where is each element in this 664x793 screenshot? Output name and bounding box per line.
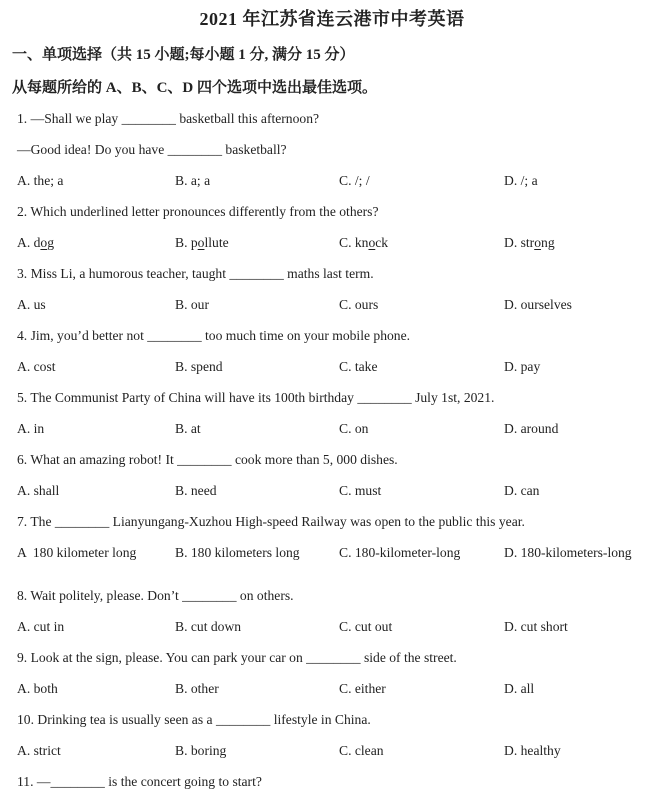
option: A. strict (17, 743, 61, 758)
option: A. shall (17, 483, 60, 498)
question (0, 766, 664, 793)
option: D. pay (504, 359, 541, 374)
option: D. healthy (504, 743, 561, 758)
option: A. dog (17, 235, 55, 250)
question-stem: 7. The ________ Lianyungang-Xuzhou High-speed Railway was open to the public this year. (17, 514, 525, 529)
options-row (0, 165, 664, 196)
option: C. take (339, 359, 378, 374)
option: D. can (504, 483, 540, 498)
question (0, 320, 664, 382)
question-stem: 11. —________ is the concert going to start? (17, 774, 262, 789)
question-stem: 4. Jim, you’d better not ________ too much time on your mobile phone. (17, 328, 411, 343)
options-row (0, 537, 664, 568)
option: B. a; a (175, 173, 211, 188)
question (0, 103, 664, 196)
question-stem: 5. The Communist Party of China will have its 100th birthday ________ July 1st, 2021. (17, 390, 495, 405)
question-stem: 1. —Shall we play ________ basketball this afternoon? (17, 111, 320, 126)
option: B. cut down (175, 619, 242, 634)
option: C. 180-kilometer-long (339, 545, 461, 560)
option: A. the; a (17, 173, 64, 188)
option: B. boring (175, 743, 227, 758)
questions-list (0, 103, 664, 793)
options-row (0, 413, 664, 444)
option: B. our (175, 297, 209, 312)
page-title: 2021 年江苏省连云港市中考英语 (199, 9, 465, 29)
question (0, 444, 664, 506)
option: A. in (17, 421, 45, 436)
option: D. ourselves (504, 297, 572, 312)
question (0, 506, 664, 568)
option: B. pollute (175, 235, 229, 250)
option: C. clean (339, 743, 384, 758)
question-stem: 2. Which underlined letter pronounces differently from the others? (17, 204, 379, 219)
question-stem: 8. Wait politely, please. Don’t ________ on others. (17, 588, 294, 603)
option: D. /; a (504, 173, 538, 188)
option: A. cut in (17, 619, 65, 634)
option: C. cut out (339, 619, 393, 634)
question (0, 382, 664, 444)
options-row (0, 673, 664, 704)
question (0, 196, 664, 258)
option: D. 180-kilometers-long (504, 545, 632, 560)
option: C. knock (339, 235, 389, 250)
question-stem: 3. Miss Li, a humorous teacher, taught ________ maths last term. (17, 266, 374, 281)
option: B. spend (175, 359, 223, 374)
option: B. other (175, 681, 219, 696)
option: D. strong (504, 235, 555, 250)
question (0, 704, 664, 766)
options-row (0, 289, 664, 320)
options-row (0, 475, 664, 506)
question (0, 258, 664, 320)
option: C. either (339, 681, 386, 696)
question-stem: 10. Drinking tea is usually seen as a ________ lifestyle in China. (17, 712, 371, 727)
options-row (0, 351, 664, 382)
option: D. all (504, 681, 535, 696)
option: C. ours (339, 297, 379, 312)
question (0, 642, 664, 704)
options-row (0, 735, 664, 766)
option: A. both (17, 681, 58, 696)
section-heading: 一、单项选择（共 15 小题;每小题 1 分, 满分 15 分） (12, 47, 355, 63)
question-stem: —Good idea! Do you have ________ basketball? (17, 142, 287, 157)
option: A. cost (17, 359, 56, 374)
option: C. /; / (339, 173, 370, 188)
option: A. us (17, 297, 46, 312)
section-instruction: 从每题所给的 A、B、C、D 四个选项中选出最佳选项。 (12, 80, 378, 96)
option: C. must (339, 483, 382, 498)
option: B. at (175, 421, 201, 436)
question-stem: 9. Look at the sign, please. You can park your car on ________ side of the street. (17, 650, 457, 665)
question (0, 580, 664, 642)
option: B. 180 kilometers long (175, 545, 300, 560)
options-row (0, 611, 664, 642)
option: D. cut short (504, 619, 568, 634)
question-stem: 6. What an amazing robot! It ________ cook more than 5, 000 dishes. (17, 452, 398, 467)
options-row (0, 227, 664, 258)
option: C. on (339, 421, 369, 436)
option: D. around (504, 421, 559, 436)
option: B. need (175, 483, 217, 498)
option: A 180 kilometer long (17, 545, 137, 560)
